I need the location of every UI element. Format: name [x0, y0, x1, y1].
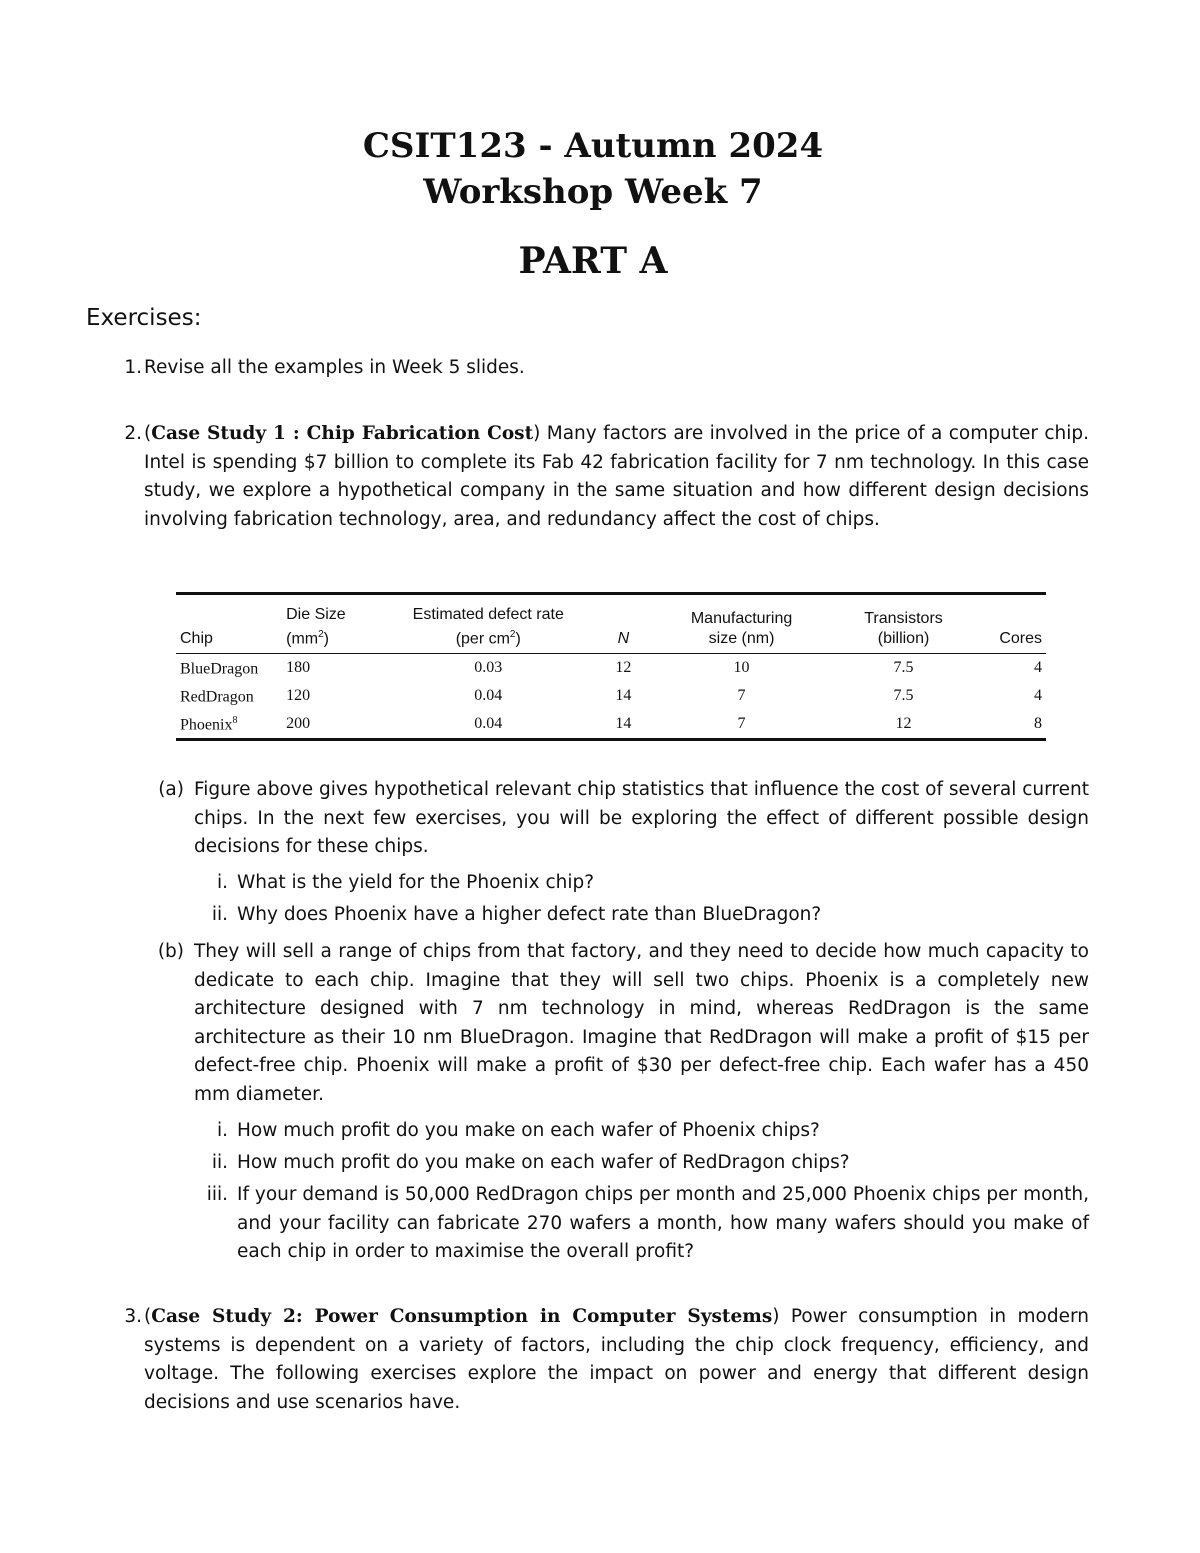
part-heading: PART A — [518, 240, 668, 282]
question-b-i — [140, 1117, 1089, 1147]
header-n: N — [617, 630, 630, 648]
question-label: ii. — [211, 904, 228, 925]
case-study-title: Case Study 2: Power Consumption in Computer Systems — [151, 1306, 773, 1327]
table-row — [176, 654, 1046, 683]
item-text: Revise all the examples in Week 5 slides. — [144, 357, 525, 378]
item-number: 1. — [124, 357, 142, 378]
table-header-row — [176, 594, 1046, 654]
chip-statistics-table — [176, 592, 1046, 741]
cell-cores: 4 — [1034, 659, 1042, 677]
question-text: Why does Phoenix have a higher defect rate than BlueDragon? — [237, 904, 822, 925]
exercise-item-1 — [114, 354, 1089, 384]
subquestion-a — [140, 776, 1089, 866]
item-text: Power consumption in modern systems is dependent on a variety of factors, including the chip clock frequency, efficiency, and voltage. The following exercises explore the impact on power and energy that different design decisions and use scenarios have. — [144, 1306, 1089, 1413]
cell-defect-rate: 0.03 — [474, 659, 503, 677]
cell-transistors: 7.5 — [893, 687, 914, 705]
cell-n: 12 — [615, 659, 632, 677]
header-transistors: Transistors (billion) — [864, 610, 943, 648]
header-die-size: Die Size $(mm^2)$ — [286, 606, 346, 648]
item-paragraph: (Case Study 2: Power Consumption in Computer Systems) Power consumption in modern systems is dependent on a variety of factors, including the chip clock frequency, efficiency, and voltage. The following exercises explore the impact on power and energy that different design decisions and use scenarios have. — [144, 1306, 1089, 1413]
course-title: CSIT123 - Autumn 2024 — [362, 126, 824, 166]
workshop-title: Workshop Week 7 — [423, 172, 763, 212]
header-defect-rate: Estimated defect rate (per $cm^2$) — [412, 606, 564, 648]
exercise-item-2 — [114, 420, 1089, 570]
cell-chip: Phoenix$^8$ — [180, 714, 238, 733]
cell-defect-rate: 0.04 — [474, 687, 503, 705]
cell-n: 14 — [615, 687, 632, 705]
question-a-i — [140, 869, 1089, 899]
header-cores: Cores — [999, 630, 1042, 648]
item-number: 3. — [124, 1306, 142, 1327]
cell-transistors: 7.5 — [893, 659, 914, 677]
question-label: iii. — [206, 1184, 228, 1205]
subquestion-label: (a) — [158, 779, 184, 800]
question-label: i. — [216, 872, 228, 893]
exercises-heading: Exercises: — [86, 305, 202, 331]
cell-transistors: 12 — [895, 715, 912, 733]
header-chip: Chip — [180, 630, 213, 648]
exercise-item-3 — [114, 1303, 1089, 1423]
cell-n: 14 — [615, 715, 632, 733]
cell-chip: RedDragon — [180, 687, 254, 705]
subquestion-text: They will sell a range of chips from that factory, and they need to decide how much capacity to dedicate to each chip. Imagine that they will sell two chips. Phoenix is a completely new architecture designed with 7 nm technology in mind, whereas RedDragon is the same architecture as their 10 nm BlueDragon. Imagine that RedDragon will make a profit of $15 per defect-free chip. Phoenix will make a profit of $30 per defect-free chip. Each wafer has a 450 mm diameter. — [194, 941, 1089, 1105]
subquestion-b — [140, 938, 1089, 1113]
cell-die-size: 180 — [286, 659, 311, 677]
table-row — [176, 710, 1046, 740]
question-label: ii. — [211, 1152, 228, 1173]
cell-cores: 8 — [1034, 715, 1042, 733]
cell-die-size: 120 — [286, 687, 311, 705]
subquestion-text: Figure above gives hypothetical relevant chip statistics that influence the cost of several current chips. In the next few exercises, you will be exploring the effect of different possible design decisions for these chips. — [194, 779, 1089, 858]
question-text: If your demand is 50,000 RedDragon chips per month and 25,000 Phoenix chips per month, and your facility can fabricate 270 wafers a month, how many wafers should you make of each chip in order to maximise the overall profit? — [237, 1184, 1089, 1263]
cell-manufacturing-size: 7 — [737, 715, 746, 733]
item-text: Many factors are involved in the price of a computer chip. Intel is spending $7 billion to complete its Fab 42 fabrication facility for 7 nm technology. In this case study, we explore a hypothetical company in the same situation and how different design decisions involving fabrication technology, area, and redundancy affect the cost of chips. — [144, 423, 1089, 530]
header-manufacturing-size: Manufacturing size (nm) — [690, 610, 793, 648]
item-number: 2. — [124, 423, 142, 444]
cell-manufacturing-size: 10 — [733, 659, 750, 677]
question-a-ii — [140, 901, 1089, 931]
subquestion-label: (b) — [157, 941, 184, 962]
cell-manufacturing-size: 7 — [737, 687, 746, 705]
question-text: What is the yield for the Phoenix chip? — [237, 872, 595, 893]
cell-defect-rate: 0.04 — [474, 715, 503, 733]
question-text: How much profit do you make on each wafer of RedDragon chips? — [237, 1152, 850, 1173]
cell-chip: BlueDragon — [180, 659, 259, 677]
question-b-ii — [140, 1149, 1089, 1179]
case-study-title: Case Study 1 : Chip Fabrication Cost — [151, 423, 534, 444]
table-row — [176, 682, 1046, 710]
question-label: i. — [216, 1120, 228, 1141]
question-b-iii — [140, 1181, 1089, 1271]
cell-die-size: 200 — [286, 715, 311, 733]
item-paragraph: (Case Study 1 : Chip Fabrication Cost) Many factors are involved in the price of a computer chip. Intel is spending $7 billion to complete its Fab 42 fabrication facility for 7 nm technology. In this case study, we explore a hypothetical company in the same situation and how different design decisions involving fabrication technology, area, and redundancy affect the cost of chips. — [144, 423, 1089, 530]
question-text: How much profit do you make on each wafer of Phoenix chips? — [237, 1120, 820, 1141]
cell-cores: 4 — [1034, 687, 1042, 705]
